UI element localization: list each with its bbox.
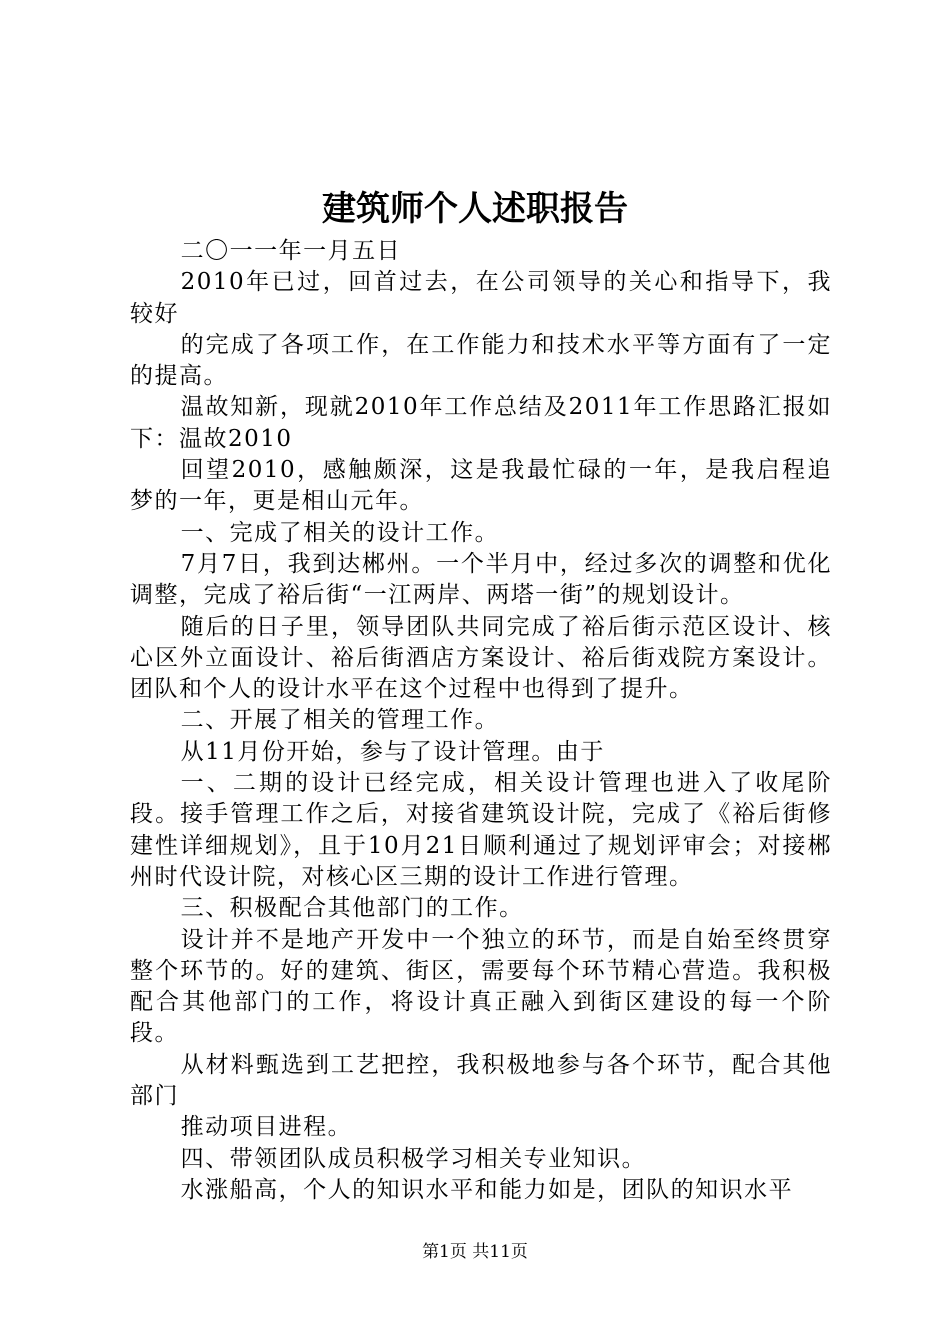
document-title: 建筑师个人述职报告 — [322, 189, 628, 229]
section-heading: 一、完成了相关的设计工作。 — [180, 519, 500, 546]
paragraph: 2010年已过，回首过去，在公司领导的关心和指导下，我较好 — [130, 269, 832, 327]
paragraph: 推动项目进程。 — [180, 1114, 353, 1141]
document-body — [130, 236, 832, 1206]
paragraph: 一、二期的设计已经完成，相关设计管理也进入了收尾阶段。接手管理工作之后，对接省建筑设计院，完成了《裕后街修建性详细规划》，且于10月21日顺利通过了规划评审会；对接郴州时代设计院，对核心区三期的设计工作进行管理。 — [130, 770, 832, 890]
paragraph: 从11月份开始，参与了设计管理。由于 — [180, 738, 605, 765]
paragraph: 回望2010，感触颇深，这是我最忙碌的一年，是我启程追梦的一年，更是相山元年。 — [130, 457, 832, 515]
paragraph: 从材料甄选到工艺把控，我积极地参与各个环节，配合其他部门 — [130, 1051, 832, 1110]
page-footer: 第1页 共11页 — [422, 1242, 528, 1262]
paragraph: 水涨船高，个人的知识水平和能力如是，团队的知识水平 — [180, 1176, 794, 1203]
section-heading: 三、积极配合其他部门的工作。 — [180, 895, 524, 922]
paragraph: 随后的日子里，领导团队共同完成了裕后街示范区设计、核心区外立面设计、裕后街酒店方案设计、裕后街戏院方案设计。团队和个人的设计水平在这个过程中也得到了提升。 — [130, 613, 832, 703]
paragraph: 设计并不是地产开发中一个独立的环节，而是自始至终贯穿整个环节的。好的建筑、街区，需要每个环节精心营造。我积极配合其他部门的工作，将设计真正融入到街区建设的每一个阶段。 — [130, 926, 832, 1047]
section-heading: 二、开展了相关的管理工作。 — [180, 707, 500, 734]
section-heading: 四、带领团队成员积极学习相关专业知识。 — [180, 1145, 647, 1172]
paragraph: 的完成了各项工作，在工作能力和技术水平等方面有了一定的提高。 — [130, 331, 832, 390]
paragraph: 温故知新，现就2010年工作总结及2011年工作思路汇报如下：温故2010 — [130, 394, 832, 452]
paragraph: 7月7日，我到达郴州。一个半月中，经过多次的调整和优化调整，完成了裕后街“一江两岸、两塔一街”的规划设计。 — [130, 550, 832, 609]
date-line: 二〇一一年一月五日 — [180, 238, 402, 264]
